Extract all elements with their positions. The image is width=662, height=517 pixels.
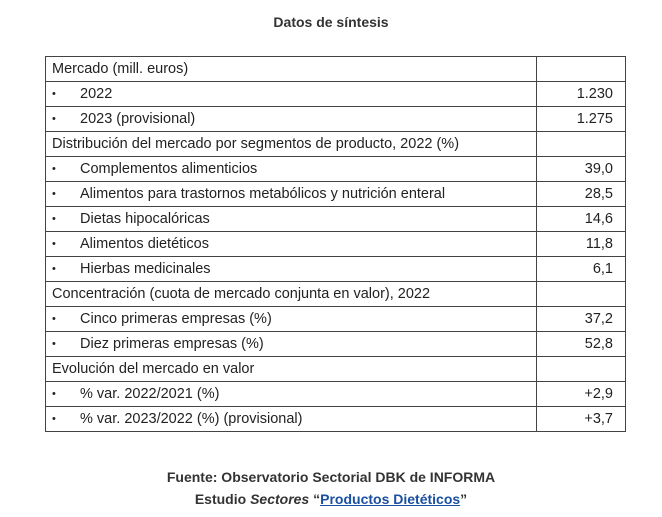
study-link[interactable]: Productos Dietéticos (320, 491, 461, 507)
bullet-icon: • (52, 88, 56, 100)
bullet-icon: • (52, 188, 56, 200)
table-row (46, 107, 626, 132)
row-label-cell (46, 182, 537, 207)
section-header-row (46, 132, 626, 157)
section-heading: Distribución del mercado por segmentos de producto, 2022 (%) (46, 132, 537, 157)
section-header-row (46, 357, 626, 382)
section-heading: Evolución del mercado en valor (46, 357, 537, 382)
row-value: 1.230 (536, 82, 625, 107)
empty-cell (536, 57, 625, 82)
bullet-icon: • (52, 388, 56, 400)
row-label: Cinco primeras empresas (%) (80, 311, 272, 327)
empty-cell (536, 132, 625, 157)
table-row (46, 157, 626, 182)
row-label-cell (46, 257, 537, 282)
table-row (46, 232, 626, 257)
row-label-cell (46, 382, 537, 407)
row-label: % var. 2022/2021 (%) (80, 386, 220, 402)
row-label: 2022 (80, 86, 113, 102)
bullet-icon: • (52, 413, 56, 425)
row-value: 39,0 (536, 157, 625, 182)
row-value: +2,9 (536, 382, 625, 407)
row-value: +3,7 (536, 407, 625, 432)
row-label: Diez primeras empresas (%) (80, 336, 264, 352)
row-value: 28,5 (536, 182, 625, 207)
bullet-icon: • (52, 263, 56, 275)
row-value: 37,2 (536, 307, 625, 332)
section-header-row (46, 57, 626, 82)
bullet-icon: • (52, 313, 56, 325)
synthesis-table (45, 56, 626, 432)
table-row (46, 307, 626, 332)
study-prefix: Estudio (194, 491, 251, 507)
row-label: Alimentos dietéticos (80, 236, 209, 252)
table-row (46, 207, 626, 232)
row-label: % var. 2023/2022 (%) (provisional) (80, 411, 303, 427)
row-label-cell (46, 207, 537, 232)
table-row (46, 182, 626, 207)
row-label-cell (46, 157, 537, 182)
footer (0, 466, 662, 510)
row-label-cell (46, 232, 537, 257)
row-label: Alimentos para trastornos metabólicos y nutrición enteral (80, 186, 446, 202)
empty-cell (536, 282, 625, 307)
table-row (46, 82, 626, 107)
empty-cell (536, 357, 625, 382)
row-label-cell (46, 332, 537, 357)
bullet-icon: • (52, 213, 56, 225)
row-label-cell (46, 82, 537, 107)
bullet-icon: • (52, 238, 56, 250)
quote-open: “ (309, 491, 321, 507)
source-line: Fuente: Observatorio Sectorial DBK de INFORMA (166, 469, 496, 485)
row-label: Complementos alimenticios (80, 161, 258, 177)
row-label-cell (46, 107, 537, 132)
bullet-icon: • (52, 338, 56, 350)
row-value: 11,8 (536, 232, 625, 257)
row-label: Hierbas medicinales (80, 261, 211, 277)
table-row (46, 407, 626, 432)
section-heading: Mercado (mill. euros) (46, 57, 537, 82)
bullet-icon: • (52, 113, 56, 125)
row-label: Dietas hipocalóricas (80, 211, 210, 227)
row-label-cell (46, 307, 537, 332)
bullet-icon: • (52, 163, 56, 175)
section-heading: Concentración (cuota de mercado conjunta en valor), 2022 (46, 282, 537, 307)
table-row (46, 257, 626, 282)
table-row (46, 382, 626, 407)
quote-close: ” (460, 491, 468, 507)
row-label-cell (46, 407, 537, 432)
study-line (0, 488, 662, 510)
study-series: Sectores (250, 491, 310, 507)
section-header-row (46, 282, 626, 307)
row-value: 6,1 (536, 257, 625, 282)
row-value: 52,8 (536, 332, 625, 357)
row-value: 14,6 (536, 207, 625, 232)
page-title: Datos de síntesis (273, 14, 389, 30)
row-label: 2023 (provisional) (80, 111, 196, 127)
row-value: 1.275 (536, 107, 625, 132)
table-row (46, 332, 626, 357)
